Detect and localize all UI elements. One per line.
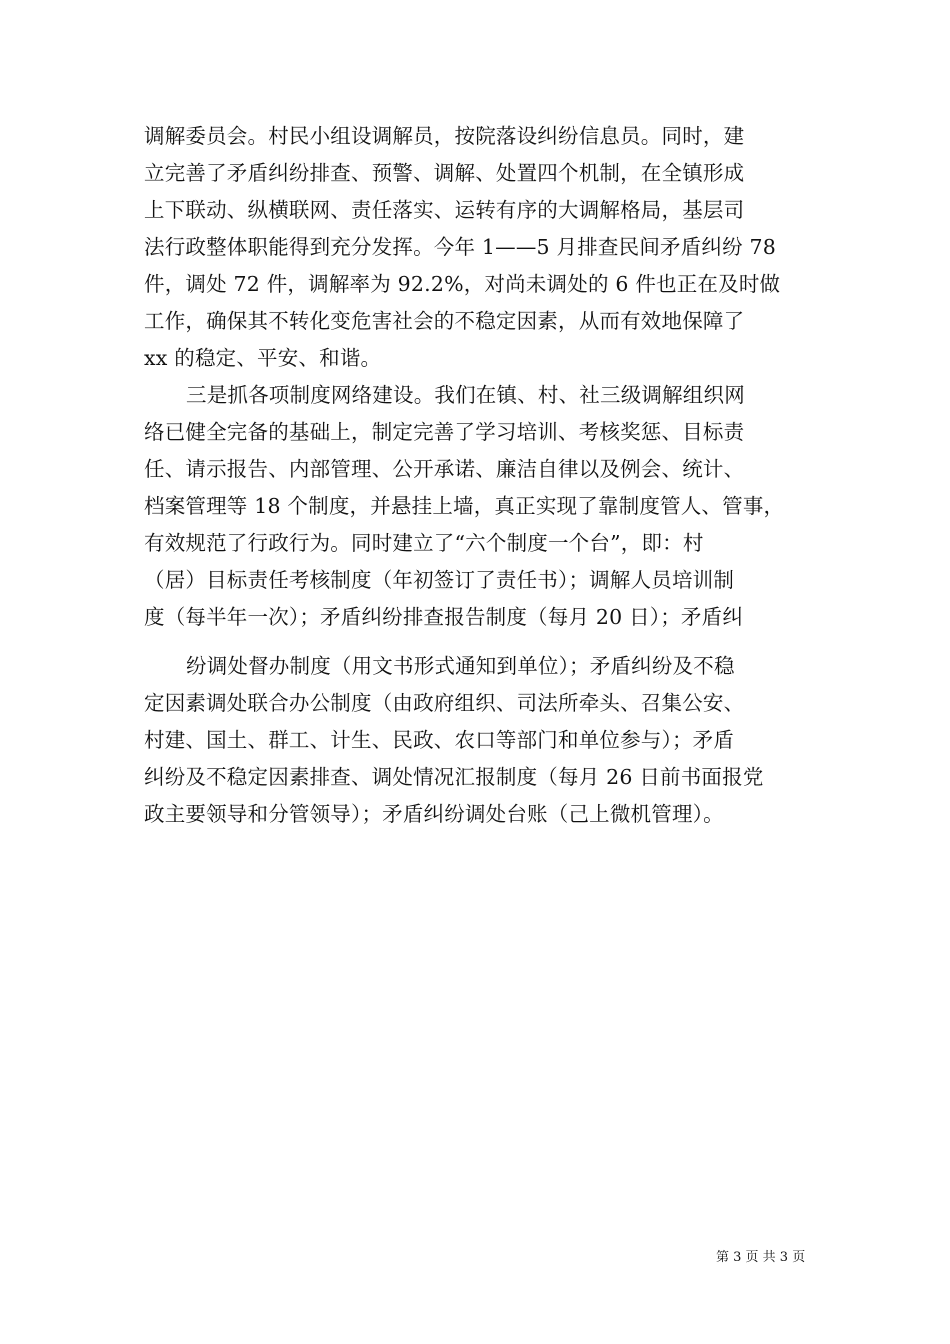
- text-line: 上下联动、纵横联网、责任落实、运转有序的大调解格局，基层司: [144, 198, 745, 222]
- text-line: 工作，确保其不转化变危害社会的不稳定因素，从而有效地保障了: [144, 309, 745, 333]
- page-footer: 第 3 页 共 3 页: [716, 1250, 806, 1265]
- text-line: （居）目标责任考核制度（年初签订了责任书）；调解人员培训制: [144, 568, 735, 592]
- text-line: 度（每半年一次）；矛盾纠纷排查报告制度（每月 20 日）；矛盾纠: [144, 605, 744, 629]
- text-line: 纠纷及不稳定因素排查、调处情况汇报制度（每月 26 日前书面报党: [144, 765, 764, 789]
- document-body: [144, 118, 812, 833]
- text-line: xx 的稳定、平安、和谐。: [144, 346, 382, 370]
- paragraph-start-line: 纷调处督办制度（用文书形式通知到单位）；矛盾纠纷及不稳: [186, 654, 735, 678]
- text-line: 任、请示报告、内部管理、公开承诺、廉洁自律以及例会、统计、: [144, 457, 745, 481]
- text-line: 村建、国土、群工、计生、民政、农口等部门和单位参与）；矛盾: [144, 728, 735, 752]
- text-line: 法行政整体职能得到充分发挥。今年 1——5 月排查民间矛盾纠纷 78: [144, 235, 777, 259]
- text-line: 立完善了矛盾纠纷排查、预警、调解、处置四个机制，在全镇形成: [144, 161, 745, 185]
- text-line: 调解委员会。村民小组设调解员，按院落设纠纷信息员。同时，建: [144, 124, 745, 148]
- text-line: 档案管理等 18 个制度，并悬挂上墙，真正实现了靠制度管人、管事，: [144, 494, 785, 518]
- text-line: 有效规范了行政行为。同时建立了“六个制度一个台”，即：村: [144, 531, 704, 555]
- text-line: 定因素调处联合办公制度（由政府组织、司法所牵头、召集公安、: [144, 691, 745, 715]
- text-line: 政主要领导和分管领导）；矛盾纠纷调处台账（己上微机管理）。: [144, 802, 724, 826]
- paragraph-start-line: 三是抓各项制度网络建设。我们在镇、村、社三级调解组织网: [186, 383, 745, 407]
- text-line: 络已健全完备的基础上，制定完善了学习培训、考核奖惩、目标责: [144, 420, 745, 444]
- text-line: 件，调处 72 件，调解率为 92.2%，对尚未调处的 6 件也正在及时做: [144, 272, 781, 296]
